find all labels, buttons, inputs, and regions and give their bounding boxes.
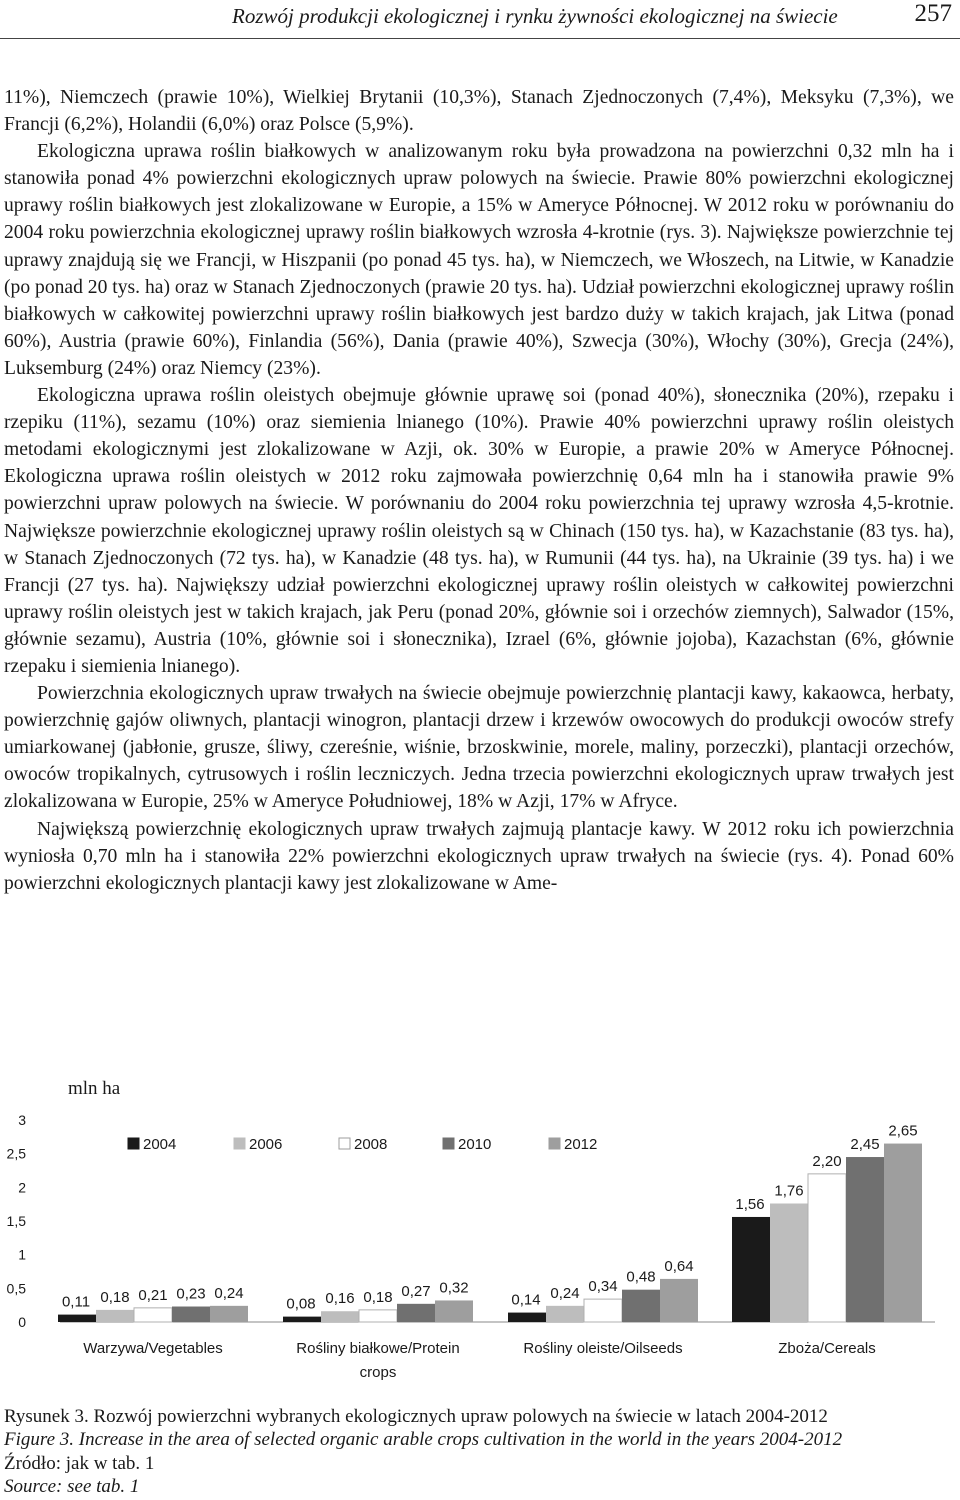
bar [359, 1310, 397, 1322]
body-text [4, 84, 954, 897]
data-label: 0,24 [550, 1284, 580, 1302]
header-divider [0, 38, 960, 39]
data-label: 0,11 [61, 1293, 91, 1311]
data-label: 0,08 [286, 1295, 316, 1313]
bar [622, 1290, 660, 1322]
category-label: Warzywa/Vegetables [83, 1340, 223, 1357]
y-tick-label: 2 [18, 1179, 26, 1196]
data-label: 0,21 [138, 1286, 168, 1304]
data-label: 0,16 [325, 1290, 355, 1308]
category-label: crops [359, 1364, 397, 1381]
category-label: Rośliny białkowe/Protein [296, 1340, 460, 1357]
y-tick-label: 1,5 [6, 1213, 26, 1229]
data-label: 0,32 [439, 1279, 469, 1297]
legend-label: 2008 [354, 1136, 388, 1153]
data-label: 2,65 [888, 1122, 918, 1140]
data-label: 1,56 [735, 1195, 765, 1213]
y-tick-label: 0,5 [6, 1280, 26, 1297]
data-label: 2,20 [812, 1152, 842, 1170]
bar [808, 1174, 846, 1322]
data-label: 2,45 [850, 1136, 880, 1154]
bar [660, 1279, 698, 1322]
source-en: Source: see tab. 1 [4, 1476, 140, 1498]
data-label: 0,27 [401, 1282, 431, 1300]
category-label: Zboża/Cereals [778, 1340, 876, 1357]
legend-label: 2010 [458, 1136, 492, 1153]
y-tick-label: 0 [18, 1314, 26, 1330]
bar-chart [0, 1070, 960, 1390]
page-header [0, 0, 960, 40]
bar [732, 1217, 770, 1322]
running-title: Rozwój produkcji ekologicznej i rynku żywności ekologicznej na świecie [232, 4, 838, 28]
y-tick-label: 1 [18, 1246, 26, 1263]
data-label: 0,34 [588, 1278, 618, 1296]
y-tick-label: 3 [18, 1112, 26, 1128]
paragraph: Ekologiczna uprawa roślin oleistych obejmuje głównie uprawę soi (ponad 40%), słonecznika (20%), rzepaku i rzepiku (11%), sezamu (10%) oraz siemienia lnianego (10%). Prawie 40% powierzchni uprawy roślin oleistych metodami ekologicznymi jest zlokalizowane w Azji, ok. 30% w Europie, a prawie 20% w Ameryce Północnej. Ekologiczna uprawa roślin oleistych w 2012 roku zajmowała powierzchnię 0,64 mln ha i stanowiła prawie 9% powierzchni upraw polowych na świecie. W porównaniu do 2004 roku powierzchnia tej uprawy wzrosła 4,5-krotnie. Największe powierzchnie ekologicznej uprawy roślin oleistych są w Chinach (150 tys. ha), w Kazachstanie (83 tys. ha), w Stanach Zjednoczonych (72 tys. ha), w Kanadzie (48 tys. ha), w Rumunii (44 tys. ha), na Ukrainie (39 tys. ha) i we Francji (27 tys. ha). Największy udział powierzchni ekologicznej uprawy roślin oleistych w całkowitej powierzchni uprawy roślin oleistych jest w takich krajach, jak Peru (ponad 20%, głównie soi i orzechów ziemnych), Salwador (15%, głównie sezamu), Austria (10%, głównie soi i słonecznika), Izrael (6%, głównie jojoba), Kazachstan (6%, głównie rzepaku i siemienia lnianego). [4, 385, 954, 677]
figure-caption [4, 1405, 959, 1499]
bar [283, 1317, 321, 1322]
legend-swatch [339, 1138, 350, 1149]
category-label: Rośliny oleiste/Oilseeds [523, 1340, 683, 1357]
source-pl: Źródło: jak w tab. 1 [4, 1452, 155, 1474]
bar [846, 1157, 884, 1322]
data-label: 0,48 [626, 1268, 656, 1286]
legend-swatch [234, 1138, 245, 1149]
legend-label: 2006 [249, 1136, 283, 1153]
paragraph: 11%), Niemczech (prawie 10%), Wielkiej Brytanii (10,3%), Stanach Zjednoczonych (7,4%), Meksyku (7,3%), we Francji (6,2%), Holandii (6,0%) oraz Polsce (5,9%). [4, 87, 954, 136]
caption-en: Figure 3. Increase in the area of selected organic arable crops cultivation in the world in the years 2004-2012 [4, 1429, 843, 1451]
caption-pl: Rysunek 3. Rozwój powierzchni wybranych ekologicznych upraw polowych na świecie w latach 2004-2012 [4, 1406, 828, 1427]
page-number: 257 [914, 0, 952, 27]
data-label: 0,64 [664, 1257, 694, 1275]
bar [546, 1306, 584, 1322]
data-label: 0,18 [363, 1288, 393, 1306]
bar [584, 1299, 622, 1322]
bar [397, 1304, 435, 1322]
legend-swatch [443, 1138, 454, 1149]
paragraph: Powierzchnia ekologicznych upraw trwałych na świecie obejmuje powierzchnię plantacji kawy, kakaowca, herbaty, powierzchnię gajów oliwnych, plantacji winogron, plantacji drzew i krzewów owocowych do produkcji owoców strefy umiarkowanej (jabłonie, grusze, śliwy, czereśnie, wiśnie, brzoskwinie, morele, maliny, porzeczki), plantacji orzechów, owoców tropikalnych, cytrusowych i roślin leczniczych. Jedna trzecia powierzchni ekologicznych upraw trwałych jest zlokalizowana w Europie, 25% w Ameryce Południowej, 18% w Azji, 17% w Afryce. [4, 683, 954, 813]
bar [884, 1144, 922, 1322]
bar [134, 1308, 172, 1322]
bar [508, 1313, 546, 1322]
data-label: 0,24 [214, 1284, 244, 1302]
bar [435, 1300, 473, 1322]
paragraph: Ekologiczna uprawa roślin białkowych w analizowanym roku była prowadzona na powierzchni 0,32 mln ha i stanowiła ponad 4% powierzchni ekologicznych upraw polowych na świecie. Prawie 80% powierzchni ekologicznej uprawy roślin białkowych jest zlokalizowane w Europie, a 15% w Ameryce Północnej. W 2012 roku w porównaniu do 2004 roku powierzchnia ekologicznej uprawy roślin białkowych wzrosła 4-krotnie (rys. 3). Największe powierzchnie tej uprawy znajdują się we Francji, w Hiszpanii (po ponad 45 tys. ha), w Niemczech, we Włoszech, na Litwie, w Kanadzie (po ponad 20 tys. ha) oraz w Stanach Zjednoczonych (prawie 20 tys. ha). Udział powierzchni ekologicznej uprawy roślin białkowych w całkowitej powierzchni uprawy roślin białkowych jest bardzo duży w takich krajach, jak Litwa (ponad 60%), Austria (prawie 60%), Finlandia (56%), Dania (prawie 40%), Szwecja (30%), Włochy (30%), Grecja (24%), Luksemburg (24%) oraz Niemcy (23%). [4, 141, 954, 379]
legend-swatch [549, 1138, 560, 1149]
bar [96, 1310, 134, 1322]
legend-swatch [128, 1138, 139, 1149]
legend-label: 2012 [564, 1136, 598, 1153]
paragraph: Największą powierzchnię ekologicznych upraw trwałych zajmują plantacje kawy. W 2012 roku ich powierzchnia wyniosła 0,70 mln ha i stanowiła 22% powierzchni ekologicznych upraw trwałych na świecie (rys. 4). Ponad 60% powierzchni ekologicznych plantacji kawy jest zlokalizowane w Ame- [4, 818, 954, 894]
bar [58, 1315, 96, 1322]
bar [172, 1307, 210, 1322]
bar [770, 1203, 808, 1322]
chart-svg [0, 1070, 960, 1390]
data-label: 0,23 [176, 1285, 206, 1303]
data-label: 0,18 [100, 1288, 130, 1306]
y-tick-label: 2,5 [6, 1145, 26, 1162]
data-label: 1,76 [774, 1182, 804, 1200]
bar [321, 1311, 359, 1322]
bar [210, 1306, 248, 1322]
legend-label: 2004 [143, 1136, 177, 1153]
data-label: 0,14 [511, 1291, 541, 1309]
y-axis-label: mln ha [68, 1078, 121, 1099]
